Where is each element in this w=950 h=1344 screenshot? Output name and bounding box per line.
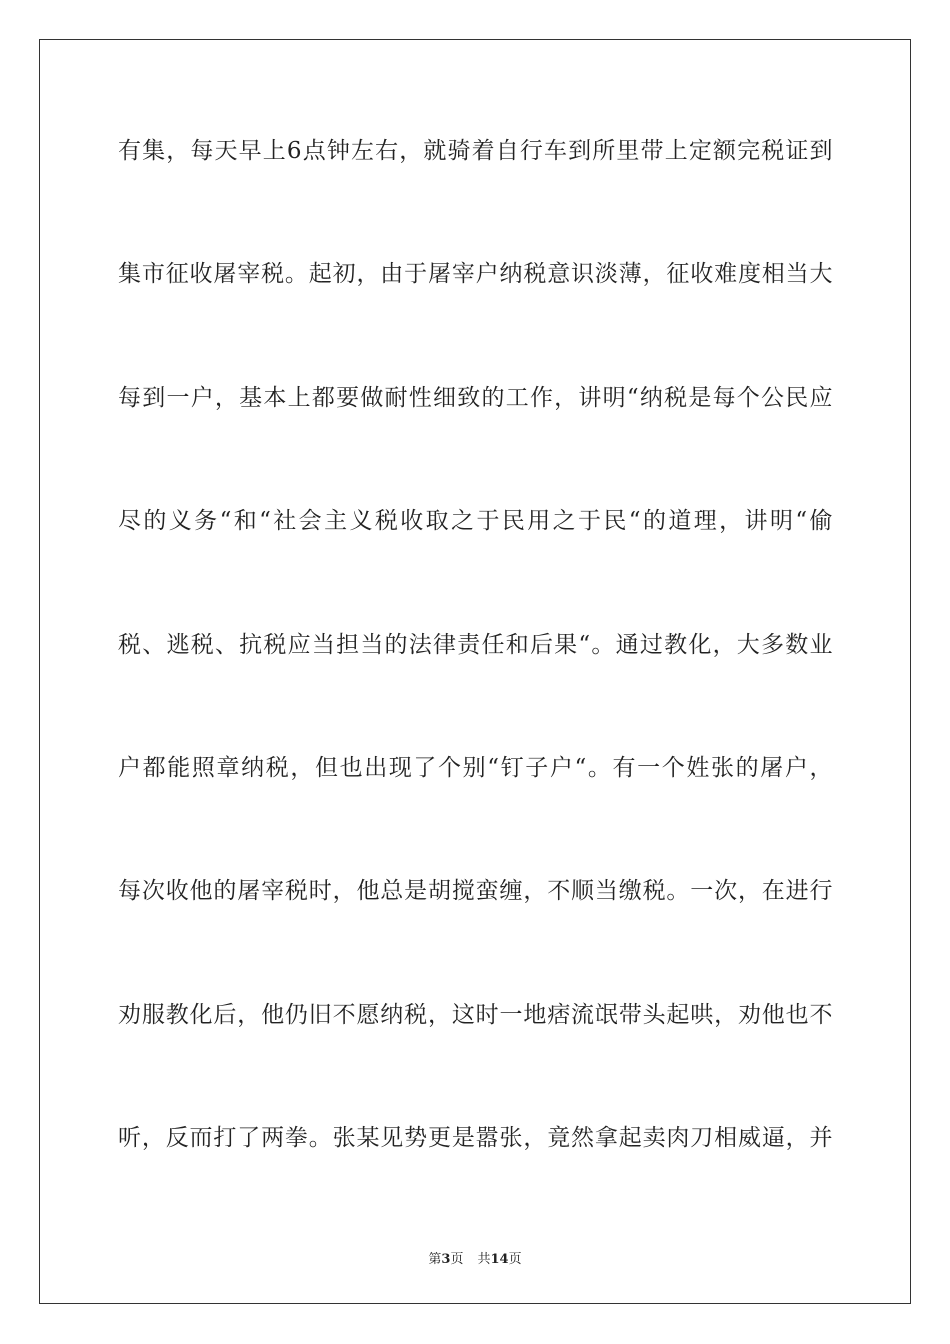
page-number-label xyxy=(428,1252,463,1267)
text-line: 听，反而打了两拳。张某见势更是嚣张，竟然拿起卖肉刀相威逼，并 xyxy=(118,1125,833,1151)
text-line: 集市征收屠宰税。起初，由于屠宰户纳税意识淡薄，征收难度相当大 xyxy=(118,261,833,287)
text-line: 劝服教化后，他仍旧不愿纳税，这时一地痞流氓带头起哄，劝他也不 xyxy=(118,1002,833,1028)
page-number: 3 xyxy=(441,1252,451,1267)
total-suffix: 页 xyxy=(508,1252,522,1267)
text-line: 尽的义务“和“社会主义税收取之于民用之于民“的道理，讲明“偷 xyxy=(118,508,833,534)
text-line: 有集，每天早上6点钟左右，就骑着自行车到所里带上定额完税证到 xyxy=(118,138,833,164)
text-line: 每次收他的屠宰税时，他总是胡搅蛮缠，不顺当缴税。一次，在进行 xyxy=(118,878,833,904)
page-footer xyxy=(0,1248,950,1267)
text-line: 户都能照章纳税，但也出现了个别“钉子户“。有一个姓张的屠户， xyxy=(118,755,833,781)
total-pages: 14 xyxy=(490,1252,509,1267)
total-pages-label xyxy=(477,1252,521,1267)
text-line: 每到一户，基本上都要做耐性细致的工作，讲明“纳税是每个公民应 xyxy=(118,385,833,411)
total-prefix: 共 xyxy=(477,1252,491,1267)
text-line: 税、逃税、抗税应当担当的法律责任和后果“。通过教化，大多数业 xyxy=(118,632,833,658)
page-prefix: 第 xyxy=(428,1252,442,1267)
page-border xyxy=(39,39,911,1304)
page-suffix: 页 xyxy=(450,1252,464,1267)
